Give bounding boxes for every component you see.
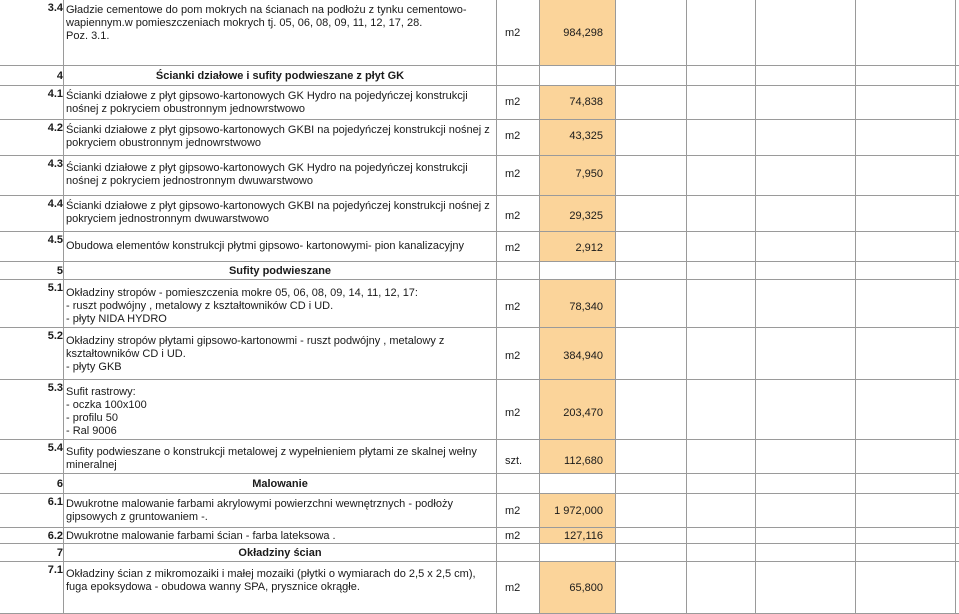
empty-cell[interactable] [616, 440, 959, 473]
unit-cell[interactable] [497, 156, 540, 195]
quantity-cell[interactable] [540, 120, 616, 155]
quantity-value: 1 972,000 [554, 505, 603, 517]
item-number: 4.2 [47, 122, 63, 134]
section-title: Ścianki działowe i sufity podwieszane z płyt GK [155, 70, 405, 82]
unit-cell[interactable] [497, 66, 540, 85]
empty-cell[interactable] [616, 380, 959, 439]
quantity-value: 2,912 [575, 242, 603, 254]
grid-line [686, 0, 687, 614]
description-cell[interactable] [64, 156, 497, 195]
description-cell[interactable] [64, 380, 497, 439]
quantity-value: 7,950 [575, 168, 603, 180]
unit-cell[interactable] [497, 380, 540, 439]
section-title: Malowanie [252, 478, 308, 490]
unit-cell[interactable] [497, 0, 540, 65]
quantity-cell[interactable] [540, 156, 616, 195]
empty-cell[interactable] [616, 494, 959, 527]
quantity-value: 74,838 [569, 96, 603, 108]
quantity-value: 984,298 [563, 27, 603, 39]
item-number: 4.3 [47, 158, 63, 170]
quantity-cell[interactable] [540, 474, 616, 493]
item-number: 3.4 [47, 2, 63, 14]
item-number-cell[interactable] [0, 328, 64, 379]
item-number: 7.1 [47, 564, 63, 576]
table-row [0, 196, 959, 232]
quantity-cell[interactable] [540, 440, 616, 473]
unit-label: m2 [505, 582, 521, 594]
item-number-cell[interactable] [0, 440, 64, 473]
item-description: Dwukrotne malowanie farbami ścian - farba lateksowa . [66, 530, 336, 542]
item-number-cell[interactable] [0, 0, 64, 65]
section-heading-row [0, 66, 959, 86]
empty-cell[interactable] [616, 196, 959, 231]
unit-label: m2 [505, 350, 521, 362]
unit-cell[interactable] [497, 86, 540, 119]
quantity-cell[interactable] [540, 262, 616, 279]
item-description: Sufit rastrowy: - oczka 100x100 - profilu 50 - Ral 9006 [66, 386, 147, 437]
unit-label: m2 [505, 130, 521, 142]
description-cell[interactable] [64, 528, 497, 543]
item-number-cell[interactable] [0, 494, 64, 527]
table-row [0, 280, 959, 328]
empty-cell[interactable] [616, 562, 959, 613]
item-number-cell[interactable] [0, 280, 64, 327]
item-number-cell[interactable] [0, 156, 64, 195]
item-description: Okładziny stropów płytami gipsowo-kartonowmi - ruszt podwójny , metalowy z kształtowników CD i UD. - płyty GKB [66, 335, 445, 373]
unit-cell[interactable] [497, 440, 540, 473]
item-number: 5 [56, 265, 63, 277]
empty-cell[interactable] [616, 156, 959, 195]
section-title: Okładziny ścian [238, 547, 322, 559]
unit-label: m2 [505, 530, 521, 542]
quantity-cell[interactable] [540, 562, 616, 613]
item-number-cell[interactable] [0, 86, 64, 119]
table-row [0, 86, 959, 120]
quantity-cell[interactable] [540, 232, 616, 261]
section-heading-row [0, 262, 959, 280]
item-description: Okładziny ścian z mikromozaiki i małej mozaiki (płytki o wymiarach do 2,5 x 2,5 cm), fuga epoksydowa - obudowa wanny SPA, prysznice okrągłe. [66, 568, 476, 593]
item-number-cell[interactable] [0, 380, 64, 439]
grid-line [955, 0, 956, 614]
item-description: Ścianki działowe z płyt gipsowo-kartonowych GKBI na pojedyńczej konstrukcji nośnej z pokryciem jednostronnym dwuwarstwowo [66, 200, 490, 225]
quantity-value: 384,940 [563, 350, 603, 362]
description-cell[interactable] [64, 86, 497, 119]
quantity-cell[interactable] [540, 528, 616, 543]
empty-cell[interactable] [616, 86, 959, 119]
table-row [0, 156, 959, 196]
description-cell[interactable] [64, 562, 497, 613]
quantity-cell[interactable] [540, 86, 616, 119]
quantity-value: 65,800 [569, 582, 603, 594]
unit-cell[interactable] [497, 328, 540, 379]
item-number: 4.1 [47, 88, 63, 100]
table-row [0, 380, 959, 440]
description-cell[interactable] [64, 544, 497, 561]
unit-cell[interactable] [497, 528, 540, 543]
item-number: 4.4 [47, 198, 63, 210]
unit-cell[interactable] [497, 494, 540, 527]
item-number: 5.2 [47, 330, 63, 342]
quantity-cell[interactable] [540, 196, 616, 231]
item-description: Ścianki działowe z płyt gipsowo-kartonowych GK Hydro na pojedyńczej konstrukcji nośnej z pokryciem obustronnym jednowrstwowo [66, 90, 468, 115]
quantity-cell[interactable] [540, 544, 616, 561]
description-cell[interactable] [64, 120, 497, 155]
table-row [0, 0, 959, 66]
item-description: Dwukrotne malowanie farbami akrylowymi powierzchni wewnętrznych - podłoży gipsowych z gruntowaniem -. [66, 498, 453, 523]
unit-cell[interactable] [497, 544, 540, 561]
table-row [0, 562, 959, 614]
item-description: Okładziny stropów - pomieszczenia mokre 05, 06, 08, 09, 14, 11, 12, 17: - ruszt podwójny , metalowy z kształtowników CD i UD. - płyty NIDA HYDRO [66, 287, 418, 325]
item-number: 5.3 [47, 382, 63, 394]
unit-label: m2 [505, 27, 521, 39]
empty-cell[interactable] [616, 232, 959, 261]
item-number: 4 [56, 70, 63, 82]
item-description: Sufity podwieszane o konstrukcji metalowej z wypełnieniem płytami ze skalnej wełny mineralnej [66, 446, 477, 471]
description-cell[interactable] [64, 232, 497, 261]
item-number: 6 [56, 478, 63, 490]
item-number-cell[interactable] [0, 262, 64, 279]
unit-cell[interactable] [497, 280, 540, 327]
description-cell[interactable] [64, 474, 497, 493]
table-row [0, 494, 959, 528]
empty-cell[interactable] [616, 262, 959, 279]
unit-cell[interactable] [497, 262, 540, 279]
section-heading-row [0, 474, 959, 494]
description-cell[interactable] [64, 280, 497, 327]
quantity-cell[interactable] [540, 280, 616, 327]
item-number-cell[interactable] [0, 474, 64, 493]
item-number-cell[interactable] [0, 66, 64, 85]
quantity-value: 78,340 [569, 301, 603, 313]
table-row [0, 232, 959, 262]
description-cell[interactable] [64, 196, 497, 231]
item-number-cell[interactable] [0, 528, 64, 543]
item-number-cell[interactable] [0, 120, 64, 155]
empty-cell[interactable] [616, 280, 959, 327]
empty-cell[interactable] [616, 66, 959, 85]
unit-label: szt. [505, 455, 523, 467]
grid-line [855, 0, 856, 614]
quantity-cell[interactable] [540, 328, 616, 379]
item-description: Obudowa elementów konstrukcji płytmi gipsowo- kartonowymi- pion kanalizacyjny [66, 240, 465, 252]
item-number: 5.4 [47, 442, 63, 454]
section-title: Sufity podwieszane [228, 265, 332, 277]
quantity-value: 43,325 [569, 130, 603, 142]
quantity-value: 203,470 [563, 407, 603, 419]
unit-label: m2 [505, 242, 521, 254]
unit-cell[interactable] [497, 474, 540, 493]
quantity-cell[interactable] [540, 0, 616, 65]
description-cell[interactable] [64, 440, 497, 473]
item-number-cell[interactable] [0, 196, 64, 231]
empty-cell[interactable] [616, 328, 959, 379]
table-row [0, 440, 959, 474]
unit-label: m2 [505, 168, 521, 180]
description-cell[interactable] [64, 0, 497, 65]
item-description: Ścianki działowe z płyt gipsowo-kartonowych GK Hydro na pojedyńczej konstrukcji nośnej z pokryciem jednostronnym dwuwarstwowo [66, 162, 468, 187]
item-description: Ścianki działowe z płyt gipsowo-kartonowych GKBI na pojedyńczej konstrukcji nośnej z pokryciem obustronnym jednowrstwowo [66, 124, 490, 149]
unit-label: m2 [505, 301, 521, 313]
unit-label: m2 [505, 505, 521, 517]
empty-cell[interactable] [616, 544, 959, 561]
quantity-value: 112,680 [564, 455, 603, 467]
unit-cell[interactable] [497, 232, 540, 261]
empty-cell[interactable] [616, 0, 959, 65]
description-cell[interactable] [64, 328, 497, 379]
unit-label: m2 [505, 407, 521, 419]
section-heading-row [0, 544, 959, 562]
quantity-cell[interactable] [540, 380, 616, 439]
grid-line [755, 0, 756, 614]
quantity-cell[interactable] [540, 66, 616, 85]
description-cell[interactable] [64, 494, 497, 527]
item-number-cell[interactable] [0, 232, 64, 261]
item-number: 4.5 [47, 234, 63, 246]
description-cell[interactable] [64, 66, 497, 85]
item-description: Gładzie cementowe do pom mokrych na ścianach na podłożu z tynku cementowo-wapiennym.w pomieszczeniach mokrych tj. 05, 06, 08, 09, 11, 12, 17, 28. Poz. 3.1. [66, 4, 467, 42]
table-row [0, 120, 959, 156]
unit-cell[interactable] [497, 120, 540, 155]
item-number-cell[interactable] [0, 544, 64, 561]
item-number: 7 [56, 547, 63, 559]
unit-cell[interactable] [497, 562, 540, 613]
empty-cell[interactable] [616, 120, 959, 155]
item-number-cell[interactable] [0, 562, 64, 613]
quantity-value: 127,116 [564, 530, 603, 542]
item-number: 6.2 [47, 530, 63, 542]
table-row [0, 328, 959, 380]
description-cell[interactable] [64, 262, 497, 279]
unit-label: m2 [505, 96, 521, 108]
item-number: 5.1 [47, 282, 63, 294]
empty-cell[interactable] [616, 474, 959, 493]
quantity-value: 29,325 [569, 210, 603, 222]
empty-cell[interactable] [616, 528, 959, 543]
item-number: 6.1 [47, 496, 63, 508]
table-row [0, 528, 959, 544]
unit-label: m2 [505, 210, 521, 222]
quantity-cell[interactable] [540, 494, 616, 527]
unit-cell[interactable] [497, 196, 540, 231]
